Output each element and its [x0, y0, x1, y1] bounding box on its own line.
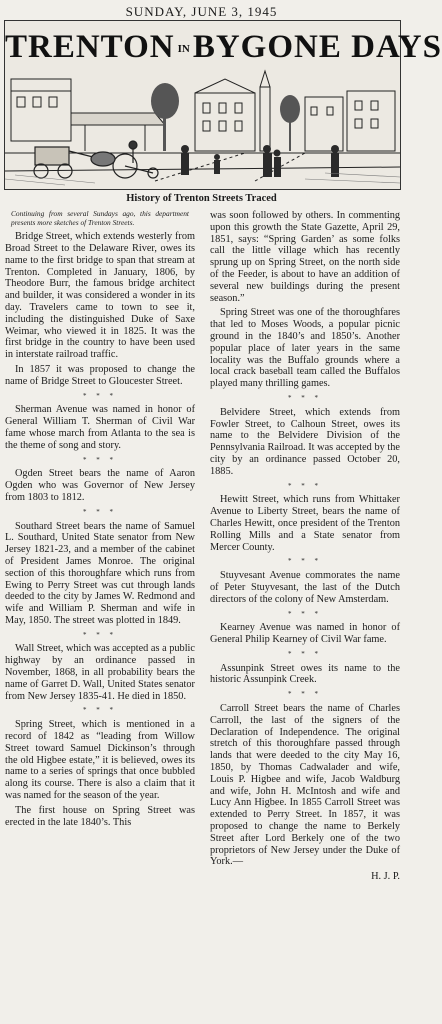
paragraph-stuyvesant-avenue: Stuyvesant Avenue commorates the name of Peter Stuyvesant, the last of the Dutch directors of the colony of New Amsterdam. [210, 570, 400, 605]
paragraph-belvidere-street: Belvidere Street, which extends from Fowler Street, to Calhoun Street, owes its name to the Belvidere Division of the Pennsylvania Railroad. It was accepted by the city by an ordinance passed October 20, 1885. [210, 406, 400, 477]
separator: * * * [288, 557, 322, 566]
paragraph-kearney-avenue: Kearney Avenue was named in honor of General Philip Kearney of Civil War fame. [210, 622, 400, 646]
article-headline: History of Trenton Streets Traced [126, 193, 277, 204]
separator: * * * [288, 609, 322, 618]
author-signature: H. J. P. [371, 871, 400, 883]
paragraph-wall-street: Wall Street, which was accepted as a public highway by an ordinance passed in November, 1868, in all probability bears the name of Garret D. Wall, United States senator from New Jersey 1835-41. He died in 1850. [5, 643, 195, 702]
article-column-right [210, 210, 400, 886]
article-column-left [5, 210, 195, 831]
paragraph-moses-woods: Spring Street was one of the thoroughfares that led to Moses Woods, a popular picnic ground in the 1840’s and 1850’s. Another popular place of later years in the same locality was the Buffalo grounds where a local crack baseball team called the Buffalos played many thrilling games. [210, 307, 400, 390]
dateline: SUNDAY, JUNE 3, 1945 [125, 4, 278, 19]
paragraph-spring-street: Spring Street, which is mentioned in a record of 1842 as “leading from Willow Street toward Samuel Dickinson’s through the old Higbee estate,” it is believed, owes its name to a series of springs that once bubbled along its course. There is also a claim that it was named for the season of the year. [5, 719, 195, 802]
separator: * * * [83, 455, 117, 464]
separator: * * * [288, 649, 322, 658]
separator: * * * [288, 393, 322, 402]
paragraph-spring-garden: was soon followed by others. In commenting upon this growth the State Gazette, April 29, 1851, says: “Spring Garden’ as some folks call the little village which has recently sprung up on Spring Street, on the north side of the Feeder, is about to have an addition of several new buildings during the present season.” [210, 210, 400, 304]
masthead-title-trenton: TRENTON [5, 29, 175, 65]
separator: * * * [288, 481, 322, 490]
masthead-title-in: IN [177, 43, 190, 56]
separator: * * * [83, 507, 117, 516]
separator: * * * [288, 690, 322, 699]
masthead-title [5, 29, 442, 66]
masthead-illustration [4, 20, 442, 190]
paragraph-southard-street: Southard Street bears the name of Samuel L. Southard, United State senator from New Jersey 1821-23, and a member of the cabinet of President James Monroe. The original section of this thoroughfare which runs from Ewing to Perry Street was cut through lands deeded to the city by James W. Redmond and wife and William P. Sherman and wife in May, 1850. The street was plotted in 1849. [5, 520, 195, 626]
separator: * * * [83, 630, 117, 639]
paragraph-gloucester-street: In 1857 it was proposed to change the name of Bridge Street to Gloucester Street. [5, 363, 195, 387]
paragraph-assunpink-street: Assunpink Street owes its name to the historic Assunpink Creek. [210, 662, 400, 686]
paragraph-spring-street-first-house: The first house on Spring Street was erected in the late 1840’s. This [5, 804, 195, 828]
masthead-title-bygone-days: BYGONE DAYS [192, 29, 442, 65]
paragraph-ogden-street: Ogden Street bears the name of Aaron Ogden who was Governor of New Jersey from 1803 to 1812. [5, 468, 195, 503]
article-intro: Continuing from several Sundays ago, this department presents more sketches of Trenton Streets. [11, 209, 189, 227]
paragraph-hewitt-street: Hewitt Street, which runs from Whittaker Avenue to Liberty Street, bears the name of Charles Hewitt, once president of the Trenton Rolling Mills and a State senator from Mercer County. [210, 494, 400, 553]
paragraph-sherman-avenue: Sherman Avenue was named in honor of General William T. Sherman of Civil War fame whose march from Atlanta to the sea is the theme of song and story. [5, 404, 195, 451]
paragraph-carroll-street: Carroll Street bears the name of Charles Carroll, the last of the signers of the Declaration of Independence. The original stretch of this thoroughfare passed through lands that were deeded to the city May 16, 1850, by Thomas Cadwalader and wife, Louis P. Higbee and wife, Jacob Waldburg and wife, John H. McIntosh and wife and Lucy Ann Higbee. In 1855 Carroll Street was extended to Perry Street. In 1857, it was proposed to change the name to Berkely Street after Lord Berkely one of the two proprietors of New Jersey under the Duke of York.— [210, 703, 400, 868]
paragraph-bridge-street: Bridge Street, which extends westerly from Broad Street to the Delaware River, owes its name to the first bridge to span that stream at Trenton. Completed in January, 1806, by Theodore Burr, the famous bridge architect and builder, it was considered a wonder in its day. Travelers came to town to see it, including the distinguished Duke of Saxe Weimar, who viewed it in 1825. It was the first bridge in the country to have been used in interstate railroad traffic. [5, 231, 195, 361]
separator: * * * [83, 391, 117, 400]
separator: * * * [83, 706, 117, 715]
